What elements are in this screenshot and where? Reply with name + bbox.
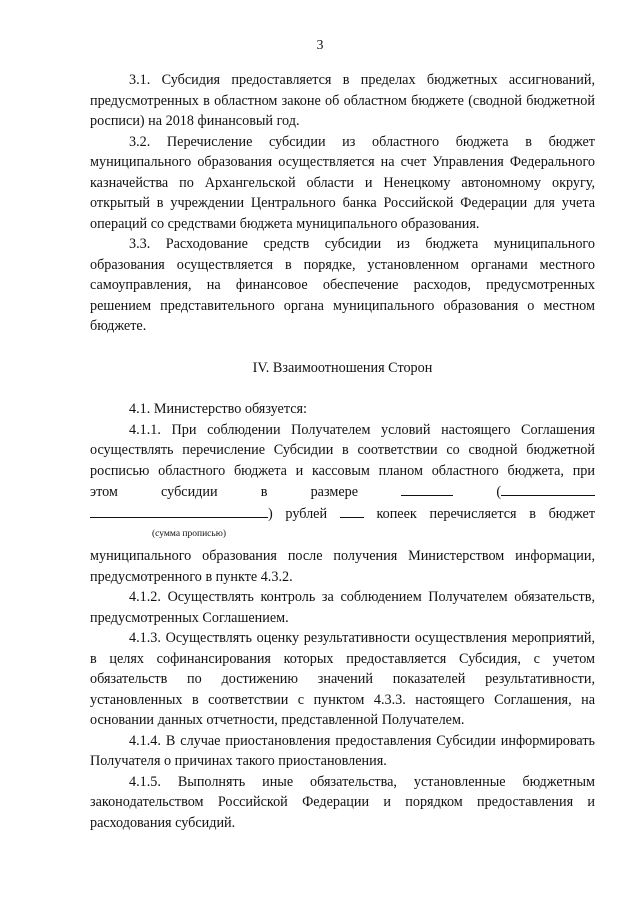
paragraph-4-1-1-start: 4.1.1. При соблюдении Получателем условий настоящего Соглашения осуществлять перечисление Субсидии в соответствии со сводной бюджетной росписью областного бюджета и кассовым планом областного бюджета, при: [90, 421, 595, 479]
open-paren: (: [496, 484, 502, 500]
amount-number-blank: [401, 481, 453, 496]
paragraph-4-1-2: 4.1.2. Осуществлять контроль за соблюдением Получателем обязательств, предусмотренных Соглашением.: [90, 589, 595, 626]
amount-word-4: размере: [310, 484, 359, 500]
amount-word-2: субсидии: [161, 484, 218, 500]
paragraph-3-2: 3.2. Перечисление субсидии из областного бюджета в бюджет муниципального образования осуществляется на счет Управления Федерального казначейства по Архангельской области и Ненецкому автономному округу, открытый в учреждении Центрального банка Российской Федерации для учета операций со средствами бюджета муниципального образования.: [90, 133, 595, 232]
paragraph-3-3: 3.3. Расходование средств субсидии из бюджета муниципального образования осуществляется в порядке, установленном органами местного самоуправления, на финансовое обеспечение расходов, предусмотренных решением представительного органа муниципального образования о местном бюджете.: [90, 236, 595, 334]
rubles-label: рублей: [285, 505, 328, 522]
paragraph-4-1-4: 4.1.4. В случае приостановления предоставления Субсидии информировать Получателя о причинах такого приостановления.: [90, 732, 595, 769]
section-heading: IV. Взаимоотношения Сторон: [252, 359, 433, 376]
amount-word-1: этом: [90, 484, 118, 500]
paragraph-4-1-1-end: муниципального образования после получения Министерством информации, предусмотренного в пункте 4.3.2.: [90, 548, 595, 585]
kopecks-blank: [340, 503, 364, 518]
paragraph-4-1: 4.1. Министерство обязуется:: [129, 401, 307, 417]
document-body: [90, 70, 595, 833]
amount-caption: (сумма прописью): [152, 529, 226, 539]
amount-row-2: [90, 503, 595, 525]
close-paren: ): [268, 505, 273, 522]
amount-words-blank-2: [90, 503, 268, 518]
amount-row: [90, 481, 595, 503]
page-number: 3: [316, 38, 324, 53]
amount-word-3: в: [260, 484, 268, 500]
paragraph-3-1: 3.1. Субсидия предоставляется в пределах бюджетных ассигнований, предусмотренных в областном законе об областном бюджете (сводной бюджетной росписи) на 2018 финансовый год.: [90, 72, 595, 129]
paragraph-4-1-3: 4.1.3. Осуществлять оценку результативности осуществления мероприятий, в целях софинансирования которых предоставляется Субсидия, с учетом обязательств по достижению значений показателей результативности, установленных в соответствии с пунктом 4.3.3. настоящего Соглашения, на основании данных отчетности, представленной Получателем.: [90, 630, 595, 728]
amount-words-blank-1: [501, 481, 595, 496]
paragraph-4-1-5: 4.1.5. Выполнять иные обязательства, установленные бюджетным законодательством Российской Федерации и порядком предоставления и расходования субсидий.: [90, 773, 595, 831]
kopecks-text: копеек перечисляется в бюджет: [376, 505, 596, 522]
